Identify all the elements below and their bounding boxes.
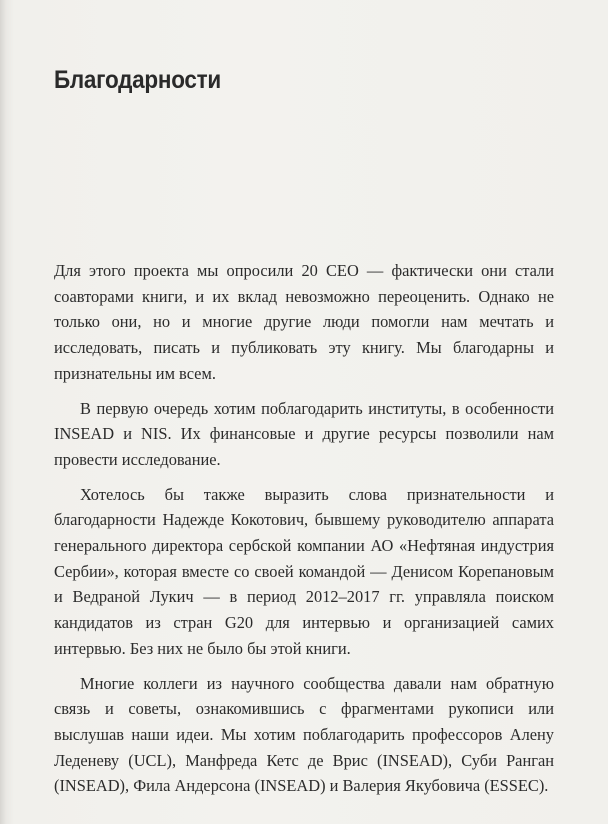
paragraph-1: Для этого проекта мы опросили 20 CEO — фактически они стали соавторами книги, и их вклад невозможно переоценить. Однако не только они, но и многие другие люди помогли нам мечтать и исследовать, писать и публиковать эту книгу. Мы благодарны и признательны им всем. (54, 261, 554, 383)
body-text (54, 258, 554, 799)
paragraph-4: Многие коллеги из научного сообщества давали нам обратную связь и советы, ознакомившись с фрагментами рукописи или выслушав наши идеи. Мы хотим поблагодарить профессоров Алену Леденеву (UCL), Манфреда Кетс де Врис (INSEAD), Суби Ранган (INSEAD), Фила Андерсона (INSEAD) и Валерия Якубовича (ESSEC). (54, 673, 554, 796)
paragraph-3: Хотелось бы также выразить слова признательности и благодарности Надежде Кокотович, бывшему руководителю аппарата генерального директора сербской компании АО «Нефтяная индустрия Сербии», которая вместе со своей командой — Денисом Корепановым и Ведраной Лукич — в период 2012–2017 гг. управляла поиском кандидатов из стран G20 для интервью и организацией самих интервью. Без них не было бы этой книги. (54, 484, 554, 658)
chapter-heading: Благодарности (54, 66, 221, 94)
paragraph-2: В первую очередь хотим поблагодарить институты, в особенности INSEAD и NIS. Их финансовые и другие ресурсы позволили нам провести исследование. (54, 398, 554, 469)
